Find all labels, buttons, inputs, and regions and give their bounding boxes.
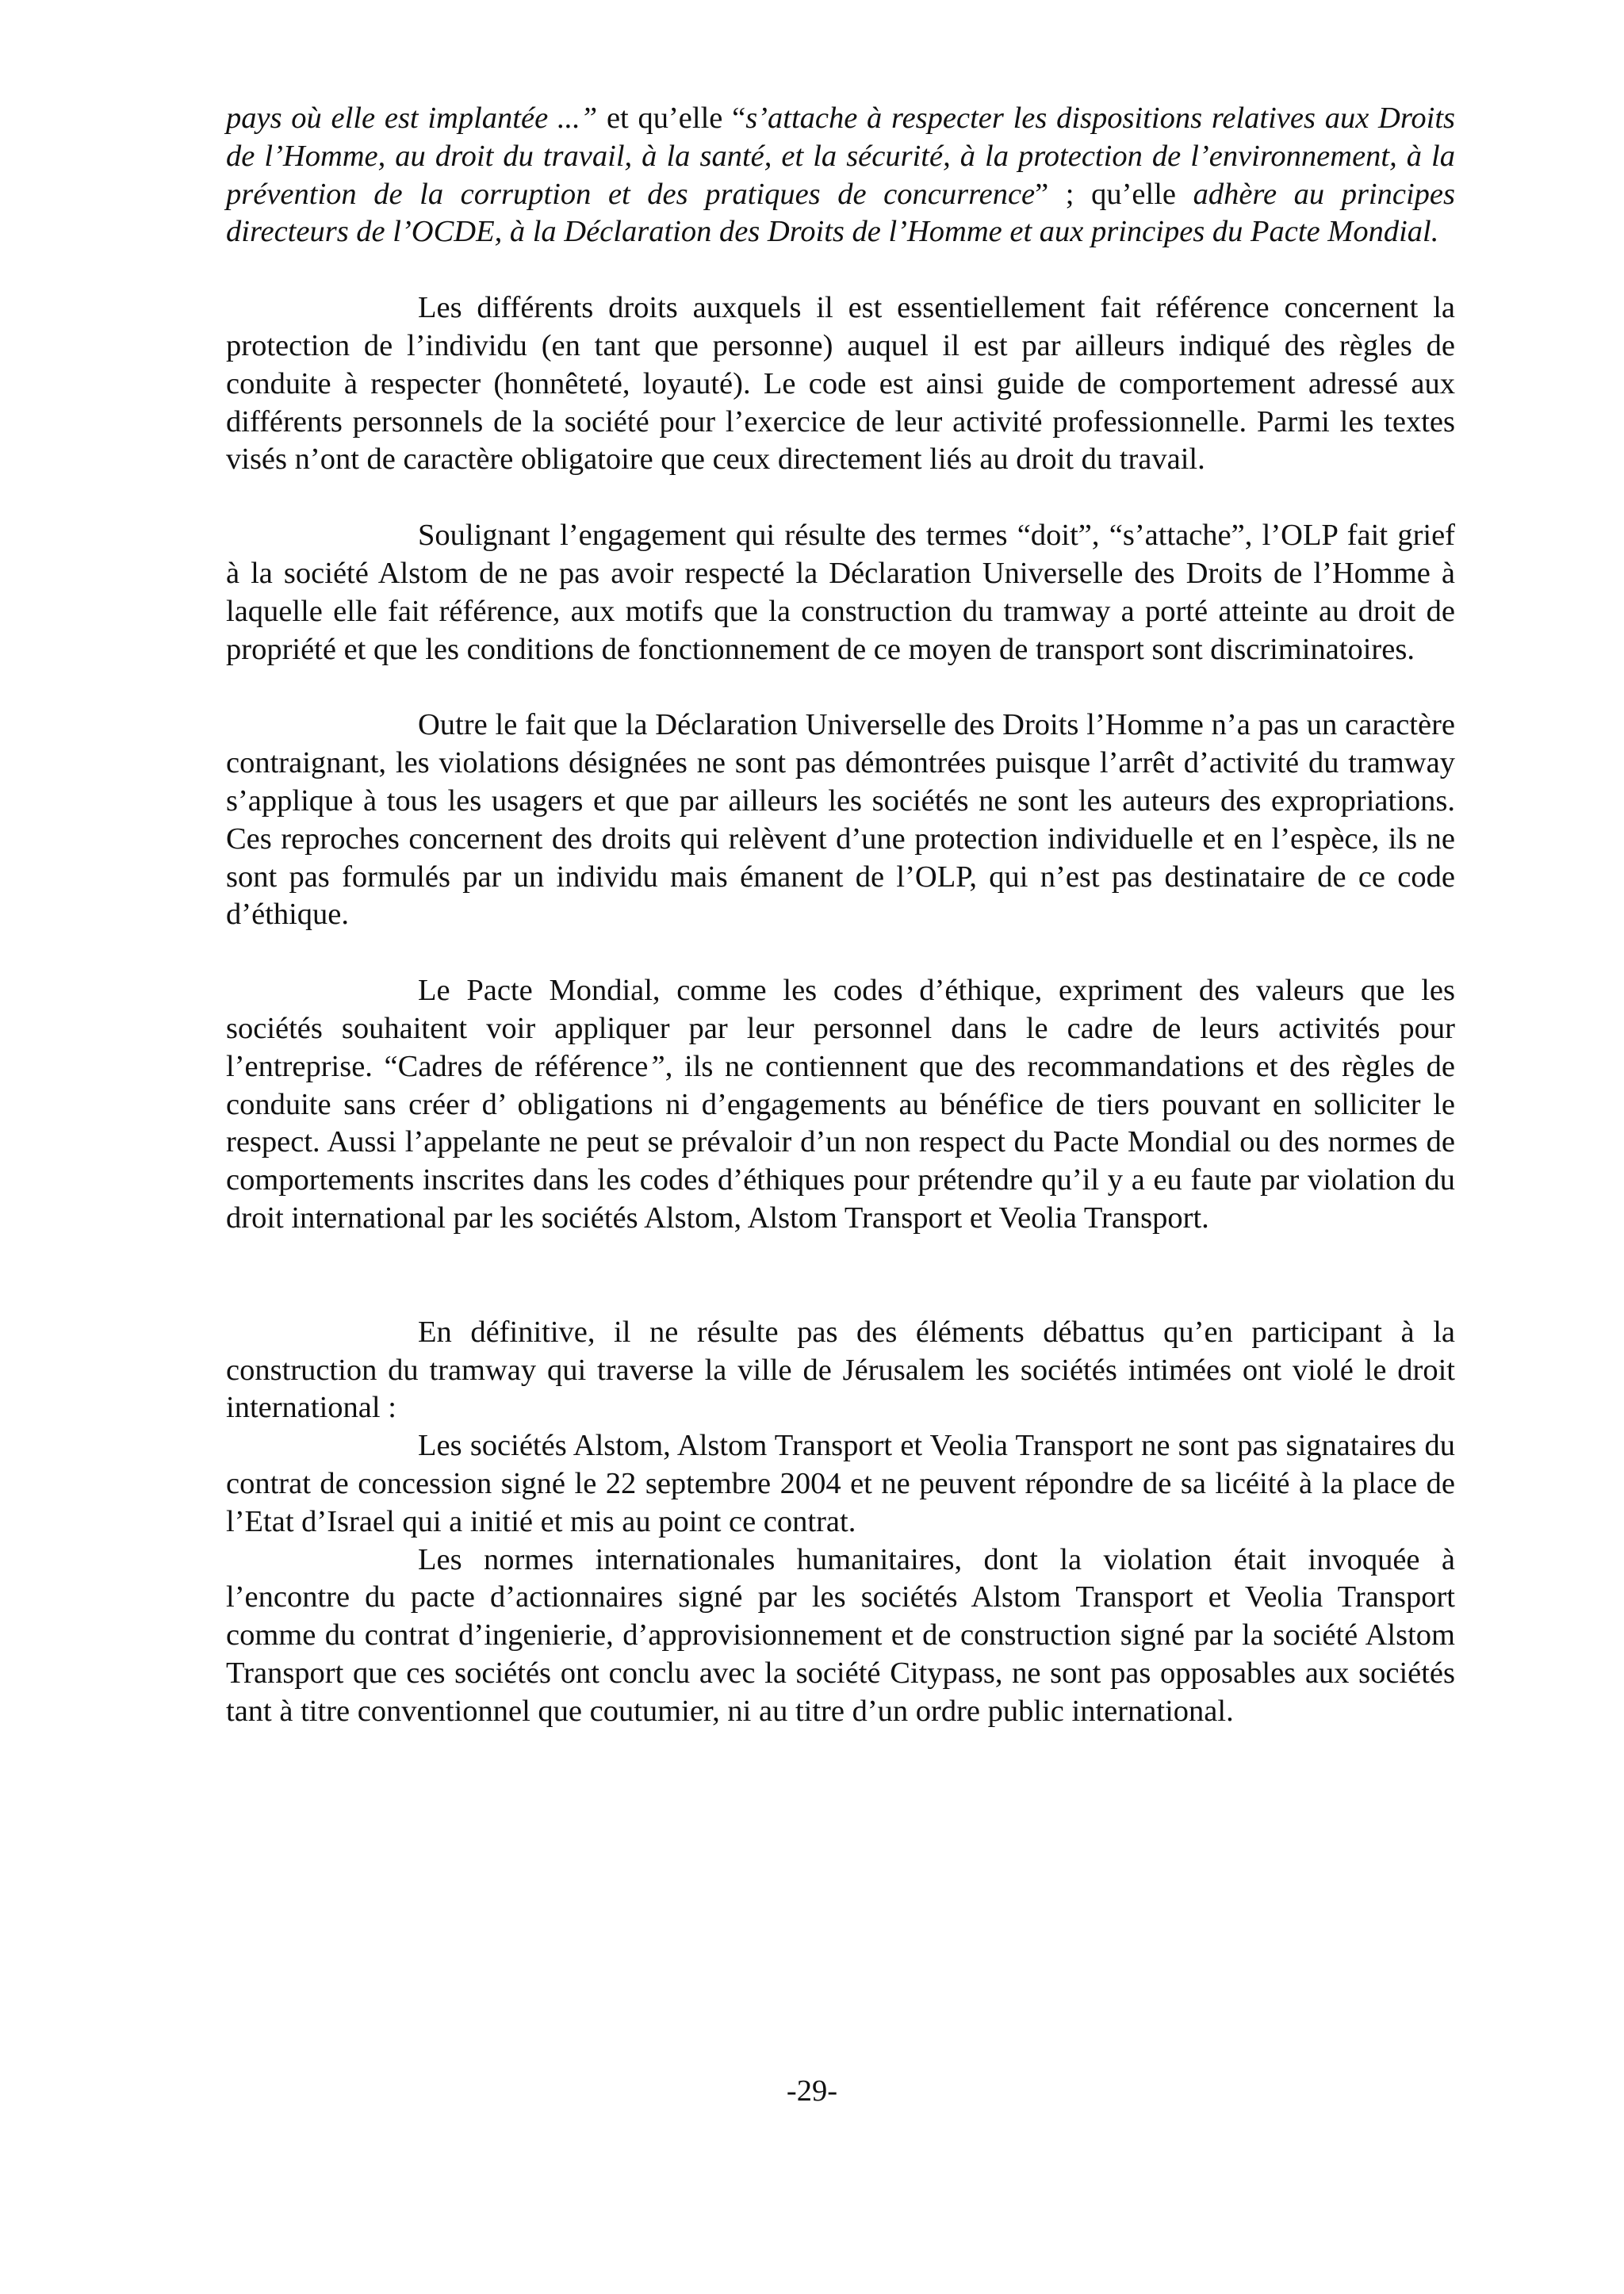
paragraph-8-text: Les normes internationales humanitaires, dont la violation était invoquée à l’encontre du pacte d’actionnaires signé par les sociétés Alstom Transport et Veolia Transport comme du contrat d’ingenierie, d’approvisionnement et de construction signé par la société Alstom Transport que ces sociétés ont conclu avec la société Citypass, ne sont pas opposables aux sociétés tant à titre conventionnel que coutumier, ni au titre d’un ordre public international. [226,1542,1455,1728]
page-number: -29- [786,2074,838,2108]
paragraph-1-segment-4: ” ; qu’elle [1035,177,1193,211]
paragraph-1-segment-3: s’attache à respecter les dispositions relatives aux Droits de l’Homme, au droit du travail, à la santé, et la sécurité, à la protection de l’environnement, à la prévention de la corruption et des pratiques de concurrence [226,101,1456,211]
paragraph-1 [226,100,1455,251]
paragraph-1-segment-2: et qu’elle “ [597,101,746,135]
paragraph-8 [226,1541,1455,1731]
paragraph-3 [226,517,1455,668]
paragraph-4-segment-1: Outre le fait que la Déclaration Universelle des Droits l’Homme n’a pas un caractère contraignant, les violations désignées ne sont pas démontrées puisque l’arrêt d’activité du tramway s’applique à tous les usagers et que par ailleurs les sociétés ne sont les auteurs des expropriations. Ces reproches concernent des droits qui relèvent d’une protection individuelle et en l’espèce [226,708,1455,856]
paragraph-3-text: Soulignant l’engagement qui résulte des termes “doit”, “s’attache”, l’OLP fait grief à la société Alstom de ne pas avoir respecté la Déclaration Universelle des Droits de l’Homme à laquelle elle fait référence, aux motifs que la construction du tramway a porté atteinte au droit de propriété et que les conditions de fonctionnement de ce moyen de transport sont discriminatoires. [226,519,1455,666]
paragraph-4 [226,707,1455,934]
paragraph-5-segment-1: Le Pacte Mondial, comme les codes d’éthique, expriment des valeurs que les sociétés souhaitent voir appliquer par leur personnel dans le cadre de leurs activités pour l’entreprise. “Cadres de référence [226,974,1455,1083]
paragraph-5 [226,972,1455,1238]
paragraph-6 [226,1314,1455,1427]
paragraph-5-segment-2: ” [648,1049,665,1083]
paragraph-5-segment-3: , ils ne contiennent que des recommandations et des règles de conduite sans créer d’ obligations ni d’engagements au bénéfice de tiers pouvant en solliciter le respect. Aussi l’appelante ne peut se prévaloir d’un non respect du Pacte Mondial ou des normes de comportements inscrites dans les codes d’éthiques pour prétendre qu’il y a eu faute par violation du droit international par les sociétés Alstom, Alstom Transport et Veolia Transport. [226,1049,1455,1235]
document-body [226,100,1455,1730]
paragraph-2 [226,289,1455,479]
paragraph-2-text: Les différents droits auxquels il est essentiellement fait référence concernent la protection de l’individu (en tant que personne) auquel il est par ailleurs indiqué des règles de conduite à respecter (honnêteté, loyauté). Le code est ainsi guide de comportement adressé aux différents personnels de la société pour l’exercice de leur activité professionnelle. Parmi les textes visés n’ont de caractère obligatoire que ceux directement liés au droit du travail. [226,291,1455,477]
paragraph-1-segment-5: adhère au principes directeurs de l’OCDE, à la Déclaration des Droits de l’Homme et aux principes du Pacte Mondial. [226,177,1455,249]
paragraph-4-segment-2: , [1371,821,1380,856]
paragraph-7 [226,1427,1455,1541]
paragraph-6-text: En définitive, il ne résulte pas des éléments débattus qu’en participant à la construction du tramway qui traverse la ville de Jérusalem les sociétés intimées ont violé le droit international : [226,1315,1455,1425]
paragraph-7-text: Les sociétés Alstom, Alstom Transport et Veolia Transport ne sont pas signataires du contrat de concession signé le 22 septembre 2004 et ne peuvent répondre de sa licéité à la place de l’Etat d’Israel qui a initié et mis au point ce contrat. [226,1429,1455,1538]
paragraph-1-segment-1: pays où elle est implantée ...” [226,101,598,135]
paragraph-4-segment-3: ils ne sont pas formulés par un individu mais émanent de l’OLP, qui n’est pas destinataire de ce code d’éthique. [226,821,1455,932]
